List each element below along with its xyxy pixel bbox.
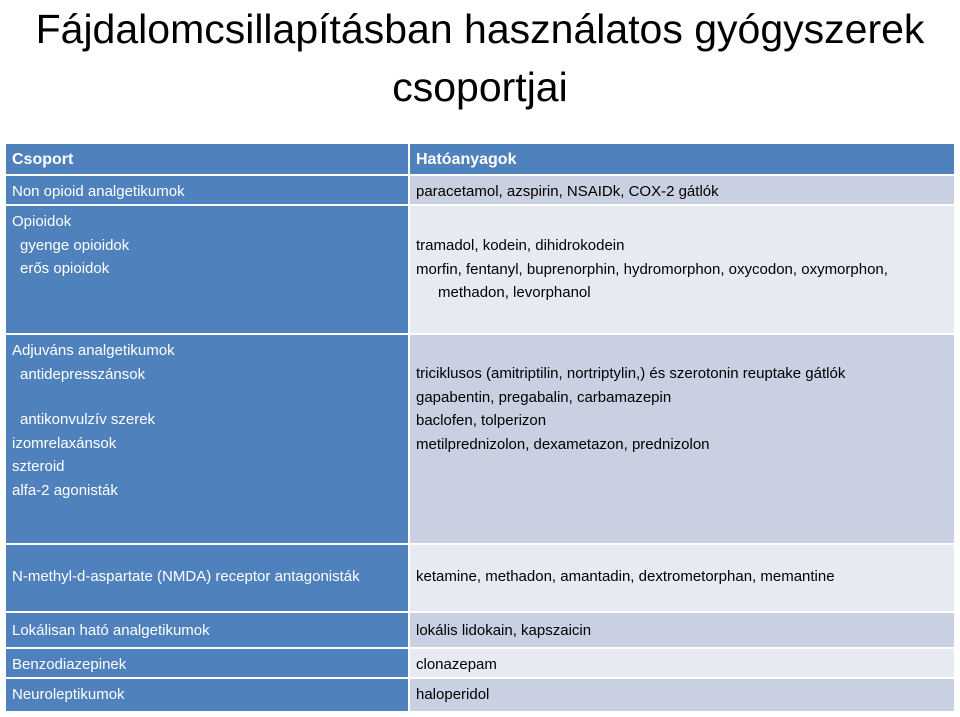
agents-text: haloperidol — [416, 686, 490, 703]
group-sublabel: erős opioidok — [20, 260, 110, 277]
group-label: Opioidok — [12, 213, 72, 230]
agents-cell-local — [410, 613, 954, 647]
group-label: Lokálisan ható analgetikumok — [12, 622, 210, 639]
group-label: N-methyl-d-aspartate (NMDA) receptor antagonisták — [12, 568, 360, 585]
agents-text: baclofen, tolperizon — [416, 412, 547, 429]
agents-text: gapabentin, pregabalin, carbamazepin — [416, 388, 672, 406]
agents-text: tramadol, kodein, dihidrokodein — [416, 237, 625, 254]
title-line-1: Fájdalomcsillapításban használatos gyógyszerek — [35, 6, 925, 52]
group-cell-local — [6, 613, 408, 647]
agents-text: morfin, fentanyl, buprenorphin, hydromorphon, oxycodon, oxymorphon, — [416, 260, 888, 278]
agents-text: metilprednizolon, dexametazon, prednizolon — [416, 435, 710, 453]
group-label: Adjuváns analgetikumok — [12, 342, 175, 359]
agents-cell-adjuvant — [410, 335, 954, 543]
group-sublabel: izomrelaxánsok — [12, 434, 117, 452]
group-cell-nonopioid — [6, 176, 408, 204]
agents-cell-opioid — [410, 206, 954, 333]
agents-cell-benzodiazepine — [410, 649, 954, 677]
group-cell-benzodiazepine — [6, 649, 408, 677]
group-label: Neuroleptikumok — [12, 686, 125, 703]
group-label: Non opioid analgetikumok — [12, 183, 185, 200]
group-cell-opioid — [6, 206, 408, 333]
group-sublabel: alfa-2 agonisták — [12, 481, 118, 499]
group-cell-adjuvant — [6, 335, 408, 543]
group-sublabel: antikonvulzív szerek — [20, 411, 156, 428]
agents-text: paracetamol, azspirin, NSAIDk, COX-2 gátlók — [416, 183, 719, 200]
group-cell-neuroleptic — [6, 679, 408, 711]
agents-text: clonazepam — [416, 656, 497, 673]
agents-text: ketamine, methadon, amantadin, dextrometorphan, memantine — [416, 568, 835, 585]
group-sublabel: antidepresszánsok — [20, 365, 146, 383]
slide-title — [0, 0, 960, 116]
group-cell-nmda — [6, 545, 408, 611]
group-sublabel: gyenge opioidok — [20, 236, 130, 254]
agents-text: triciklusos (amitriptilin, nortriptylin,) és szerotonin reuptake gátlók — [416, 365, 846, 382]
title-line-2: csoportjai — [392, 64, 568, 110]
group-label: Benzodiazepinek — [12, 656, 127, 673]
header-group: Csoport — [6, 144, 408, 174]
header-agents: Hatóanyagok — [410, 144, 954, 174]
group-sublabel: szteroid — [12, 458, 65, 475]
agents-text: lokális lidokain, kapszaicin — [416, 622, 592, 639]
agents-cell-nonopioid — [410, 176, 954, 204]
agents-cell-neuroleptic — [410, 679, 954, 711]
agents-cell-nmda — [410, 545, 954, 611]
agents-text: methadon, levorphanol — [438, 284, 591, 301]
